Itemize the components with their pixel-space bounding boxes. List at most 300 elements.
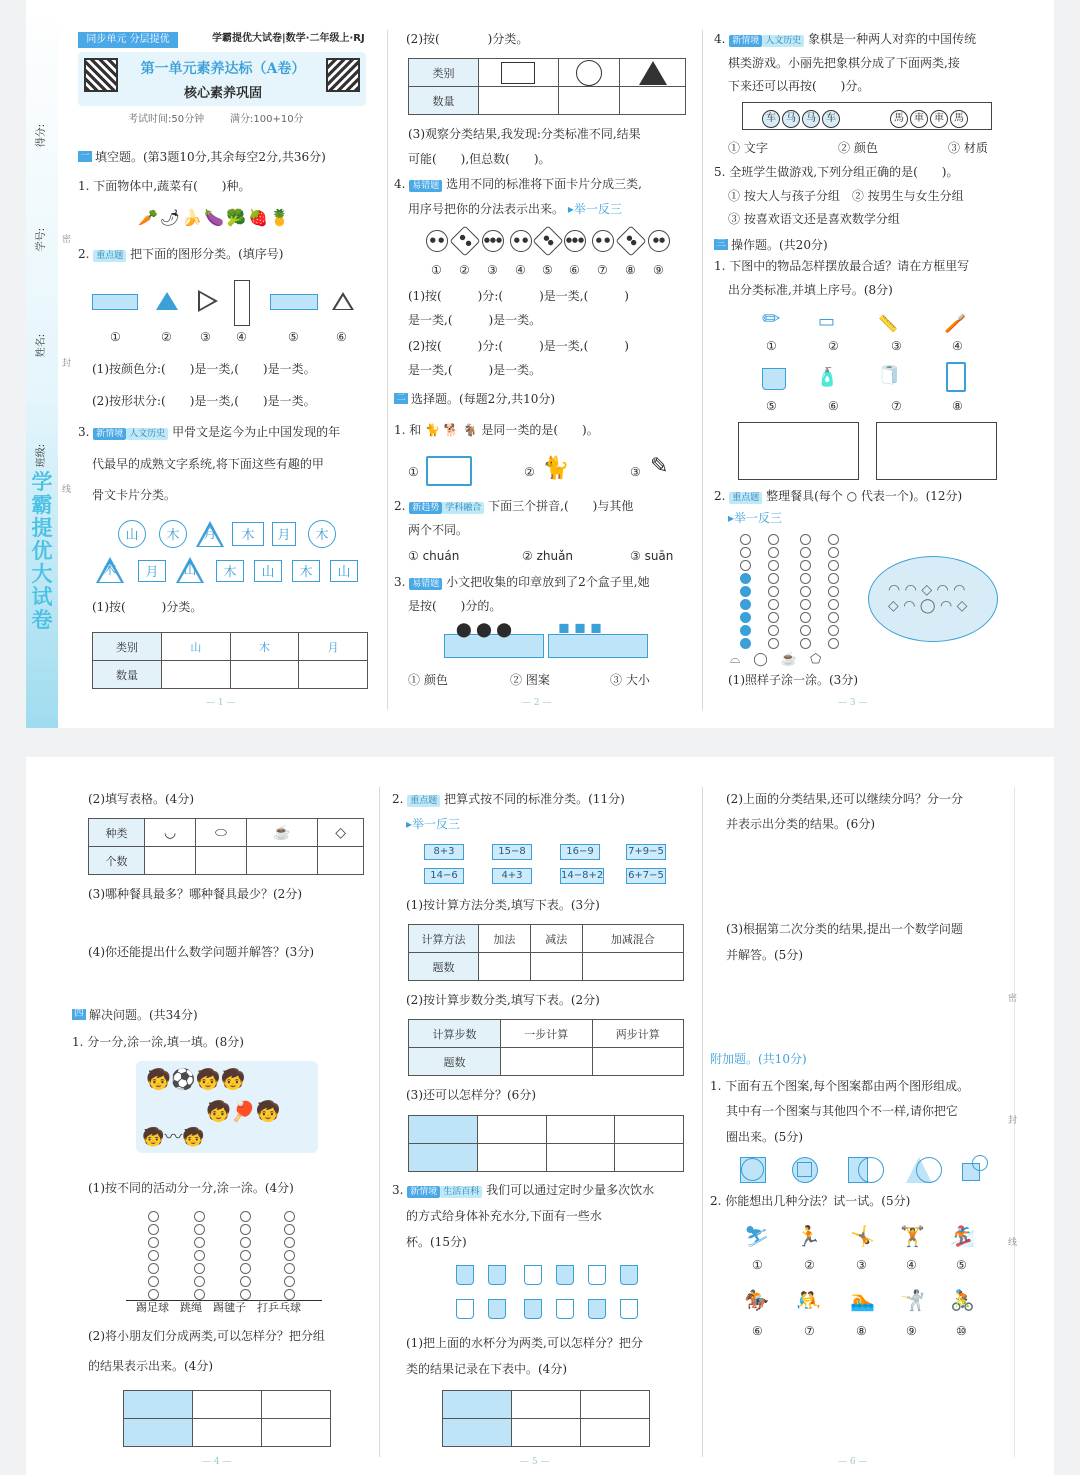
chess-group-black (890, 106, 970, 128)
rectangle-shape (92, 294, 138, 310)
expression-card: 15−8 (492, 844, 532, 860)
extra-1-line-1: 1. 下面有五个图案,每个图案都由两个图形组成。 (710, 1079, 970, 1093)
section-number-icon: 一 (78, 151, 92, 162)
q5-text: 5. 全班学生做游戏,下列分组正确的是( )。 (714, 165, 959, 179)
q2-heading (78, 246, 284, 262)
seal-mark-1: 密 (1008, 994, 1018, 1004)
p2-b: (2)按计算步数分类,填写下表。(2分) (406, 993, 600, 1007)
q3a-line-1: (3)观察分类结果,我发现:分类标准不同,结果 (408, 127, 641, 141)
expression-card: 7+9−5 (626, 844, 666, 860)
mirror-icon (946, 362, 966, 392)
cat-icon: 🐈 (542, 456, 570, 481)
toothpaste-icon: 🧴 (816, 367, 839, 388)
oracle-card-rect (292, 560, 320, 582)
answer-cell[interactable] (592, 1048, 684, 1076)
chess-piece: 車 (930, 110, 948, 128)
col3-q4-heading (714, 31, 976, 47)
item-num: ① (766, 339, 777, 353)
pattern-rect-circle (848, 1157, 884, 1183)
extra-1-line-2: 其中有一个图案与其他四个不一样,请你把它 (726, 1104, 958, 1118)
card-icon: ● ● (592, 230, 614, 252)
oracle-glyph: 山 (183, 563, 197, 578)
column-divider (387, 30, 388, 710)
q3-line-3: 骨文卡片分类。 (92, 488, 177, 502)
dish-cell (318, 819, 364, 847)
answer-cell[interactable] (162, 661, 231, 689)
shape-table (408, 58, 686, 115)
answer-box[interactable] (876, 422, 997, 480)
figure-num: ③ (856, 1258, 867, 1272)
p3-number: 3. (392, 1183, 404, 1197)
choice-2-line-1: 下面三个拼音,( )与其他 (488, 499, 634, 513)
chess-piece: 馬 (950, 110, 968, 128)
oracle-glyph: 木 (315, 528, 329, 543)
card-num: ⑧ (625, 263, 636, 277)
q4-number: 4. (394, 177, 406, 191)
grid-cell[interactable] (581, 1419, 650, 1447)
exam-subtitle: 核心素养巩固 (183, 86, 262, 101)
choice-3-opt-3: ③ 大小 (610, 673, 650, 687)
answer-cell[interactable] (620, 87, 686, 115)
grid-cell[interactable] (193, 1419, 262, 1447)
tally-column (800, 534, 812, 651)
q4-heading (394, 176, 642, 192)
cup-icon (620, 1299, 638, 1319)
children-icons: 🧒⚽🧒🧒 (146, 1067, 246, 1091)
table-header-cell: 两步计算 (592, 1020, 684, 1048)
sport-figure-icon: 🚴 (950, 1288, 975, 1312)
page-number: — 4 — (202, 1457, 232, 1467)
chess-piece: 马 (782, 110, 800, 128)
choice-2-tag-trend: 新趋势 (409, 502, 442, 514)
oracle-glyph: 木 (299, 565, 313, 580)
tableware-items: ◠ ◠ ◇ ◠ ◠ ◇ ◠ ◯ ◠ ◇ (888, 582, 968, 614)
table-header-cell: 山 (162, 633, 231, 661)
q4-line-2: 用序号把你的分法表示出来。 (408, 202, 565, 216)
section-number-icon: 四 (72, 1009, 86, 1020)
q4-opt-1: ① 文字 (728, 141, 768, 155)
children-icons: 🧒〰🧒 (142, 1127, 205, 1148)
problem-1-b-2: 的结果表示出来。(4分) (88, 1359, 213, 1373)
item-num: ⑧ (952, 399, 963, 413)
q4-line-1: 选用不同的标准将下面卡片分成三类, (446, 177, 642, 191)
series-title: 学霸提优大试卷|数学·二年级上·RJ (212, 33, 365, 44)
cup-cell (246, 819, 318, 847)
item-num: ⑤ (766, 399, 777, 413)
figure-num: ④ (906, 1258, 917, 1272)
chess-piece: 馬 (890, 110, 908, 128)
cup-icon (556, 1265, 574, 1285)
figure-num: ⑨ (906, 1324, 917, 1338)
toothbrush-icon: 🪥 (944, 313, 967, 334)
section-number-icon: 三 (714, 239, 728, 250)
qr-code-icon (84, 58, 118, 92)
extra-heading: 附加题。(共10分) (710, 1052, 807, 1066)
grid-cell[interactable] (615, 1116, 684, 1144)
c3-q3-line-1: (3)根据第二次分类的结果,提出一个数学问题 (726, 922, 963, 936)
q2-number: 2. (78, 247, 90, 261)
answer-cell[interactable] (582, 953, 683, 981)
expression-card: 8+3 (424, 844, 464, 860)
seal-mark-2: 封 (62, 359, 72, 369)
cup-icon (524, 1299, 542, 1319)
table-header-cell: 计算方法 (409, 925, 479, 953)
p3-tag-new: 新情境 (407, 1186, 440, 1198)
op1-line-2: 出分类标准,并填上序号。(8分) (728, 283, 893, 297)
pattern-triangle-circle (906, 1157, 942, 1183)
p3-a-2: 类的结果记录在下表中。(4分) (406, 1362, 567, 1376)
classify-grid (408, 1115, 684, 1172)
q4-line-2-wrap (408, 201, 622, 217)
qr-code-icon (326, 58, 360, 92)
pencil-case-icon: ▭ (818, 311, 836, 332)
q4-answer-a-1: (1)按( )分:( )是一类,( ) (408, 289, 629, 303)
triangle-shape (156, 292, 178, 310)
p3-line-3: 杯。(15分) (406, 1235, 467, 1249)
tally-labels: 踢足球 跳绳 踢毽子 打乒乓球 (136, 1301, 301, 1314)
exam-page-2 (26, 757, 1054, 1475)
expression-card: 6+7−5 (626, 868, 666, 884)
op2-text: 整理餐具(每个 ○ 代表一个)。(12分) (766, 489, 963, 503)
section-4-heading (72, 1004, 198, 1023)
seal-mark-3: 线 (1008, 1238, 1018, 1248)
problem-1-b-1: (2)将小朋友们分成两类,可以怎样分？把分组 (88, 1329, 325, 1343)
seal-mark-1: 密 (62, 235, 72, 245)
grid-cell[interactable] (124, 1391, 193, 1419)
oracle-glyph: 月 (203, 527, 217, 542)
choice-2-heading (394, 498, 633, 514)
stamp-icons-2: ◼ ◼ ◼ (558, 620, 602, 636)
pencil-icon: ✎ (650, 454, 669, 479)
q4-answer-b-2: 是一类,( )是一类。 (408, 363, 542, 377)
item-num: ④ (952, 339, 963, 353)
answer-box[interactable] (738, 422, 859, 480)
table-header-cell: 种类 (89, 819, 145, 847)
column-divider (702, 787, 703, 1457)
page-number: — 3 — (838, 698, 868, 708)
answer-cell[interactable] (299, 661, 368, 689)
q4-opt-3: ③ 材质 (948, 141, 988, 155)
answer-cell[interactable] (479, 87, 559, 115)
related-practice-link[interactable]: ▸举一反三 (406, 817, 461, 831)
card-num: ⑥ (569, 263, 580, 277)
tally-column (148, 1211, 160, 1302)
sport-figure-icon: 🤺 (900, 1288, 925, 1312)
grid-cell[interactable] (409, 1144, 478, 1172)
table-row-label: 数量 (93, 661, 162, 689)
tally-column (284, 1211, 296, 1302)
answer-cell[interactable] (479, 953, 531, 981)
related-practice-link[interactable]: ▸举一反三 (567, 202, 622, 216)
item-num: ③ (891, 339, 902, 353)
oracle-card-circle (308, 520, 336, 548)
grid-cell[interactable] (262, 1391, 331, 1419)
name-label: 姓名: (36, 333, 48, 358)
pattern-square-small-circle (962, 1155, 990, 1183)
answer-cell[interactable] (246, 847, 318, 875)
card-num: ⑨ (653, 263, 664, 277)
q4-tag: 易错题 (409, 180, 442, 192)
oracle-card-rect (138, 560, 166, 582)
cup-icon (588, 1299, 606, 1319)
grid-cell[interactable] (443, 1391, 512, 1419)
oracle-glyph: 月 (277, 528, 291, 543)
table-header-cell: 类别 (93, 633, 162, 661)
choice-1-opt-3: ③ (630, 465, 641, 479)
section-number-icon: 二 (394, 393, 408, 404)
oracle-card-square (272, 522, 296, 546)
q5-opt-b: ③ 按喜欢语文还是喜欢数学分组 (728, 212, 900, 226)
children-activity-illustration (136, 1061, 318, 1153)
tally-column (768, 534, 780, 651)
grid-cell[interactable] (615, 1144, 684, 1172)
op2-answer-a: (1)照样子涂一涂。(3分) (728, 673, 858, 687)
pattern-circle-square (792, 1157, 818, 1183)
item-num: ⑥ (828, 399, 839, 413)
card-icon: ● ● (426, 230, 448, 252)
table-header-cell: 计算步数 (409, 1020, 501, 1048)
table-row-label: 题数 (409, 1048, 501, 1076)
triangle-shape-cell (620, 59, 686, 87)
p2-tag: 重点题 (407, 795, 440, 807)
tall-rectangle-shape (234, 280, 250, 326)
oracle-glyph: 山 (125, 528, 139, 543)
rectangle-shape (270, 294, 318, 310)
oracle-glyph: 木 (241, 528, 255, 543)
towel-icon: 🧻 (878, 365, 901, 386)
expression-card: 4+3 (492, 868, 532, 884)
grid-cell[interactable] (443, 1419, 512, 1447)
method-table (408, 924, 684, 981)
page-number: — 6 — (838, 1457, 868, 1467)
q2b-text: (2)按( )分类。 (406, 32, 529, 46)
answer-cell[interactable] (530, 953, 582, 981)
choice-3-line-2: 是按( )分的。 (408, 599, 502, 613)
grid-cell[interactable] (546, 1116, 615, 1144)
bowl-icon: ◡ (164, 824, 177, 841)
q3-number: 3. (78, 425, 90, 439)
oracle-card-rect (216, 560, 244, 582)
op2-tag: 重点题 (729, 492, 762, 504)
oracle-table (92, 632, 368, 689)
sport-figure-icon: 🏊 (850, 1288, 875, 1312)
grid-cell[interactable] (512, 1419, 581, 1447)
oracle-card-triangle (196, 520, 224, 548)
choice-3-opt-2: ② 图案 (510, 673, 550, 687)
related-practice-link[interactable]: ▸举一反三 (728, 511, 783, 525)
band-title: 学霸提优大试卷 (31, 469, 53, 632)
shape-label-1: ① (110, 330, 121, 344)
answer-grid (123, 1390, 331, 1447)
card-num: ② (459, 263, 470, 277)
oracle-glyph: 木 (223, 565, 237, 580)
triangle-inner (200, 293, 214, 309)
q4-line-1: 象棋是一种两人对弈的中国传统 (808, 32, 977, 46)
extra-1-line-3: 圈出来。(5分) (726, 1130, 803, 1144)
grid-cell[interactable] (262, 1419, 331, 1447)
figure-num: ⑧ (856, 1324, 867, 1338)
c3-q2-line-1: (2)上面的分类结果,还可以继续分吗？分一分 (726, 792, 963, 806)
sport-figure-icon: ⛷ (744, 1224, 770, 1248)
sport-figure-icon: 🏃 (796, 1224, 821, 1248)
q2-answer-b: (2)按形状分:( )是一类,( )是一类。 (92, 394, 316, 408)
q3-answer-a: (1)按( )分类。 (92, 600, 203, 614)
oracle-glyph: 月 (145, 565, 159, 580)
section-3-title: 操作题。(共20分) (731, 238, 828, 252)
exam-time: 考试时间:50分钟 (128, 114, 205, 125)
choice-3-heading (394, 574, 650, 590)
cup-icon (524, 1265, 542, 1285)
card-num: ⑦ (597, 263, 608, 277)
class-label: 班级: (36, 443, 48, 468)
oracle-card-circle (159, 520, 187, 548)
grid-cell[interactable] (124, 1419, 193, 1447)
p-q4: (4)你还能提出什么数学问题并解答？(3分) (88, 945, 314, 959)
q3a-line-2: 可能( ),但总数( )。 (408, 152, 551, 166)
table-header-cell: 加减混合 (582, 925, 683, 953)
tally-column (240, 1211, 252, 1302)
column-divider (702, 30, 703, 710)
answer-cell[interactable] (145, 847, 196, 875)
p2-text: 把算式按不同的标准分类。(11分) (444, 792, 625, 806)
cup-icon (488, 1299, 506, 1319)
grid-cell[interactable] (546, 1144, 615, 1172)
circle-shape (576, 60, 602, 86)
card-icon: ●● (615, 225, 646, 256)
card-num: ④ (515, 263, 526, 277)
answer-cell[interactable] (230, 661, 299, 689)
q4-number: 4. (714, 32, 726, 46)
q3-line-2: 代最早的成熟文字系统,将下面这些有趣的甲 (92, 457, 324, 471)
tally-column (740, 534, 752, 651)
table-header-cell: 加法 (479, 925, 531, 953)
sport-figure-icon: 🤼 (796, 1288, 821, 1312)
choice-2-number: 2. (394, 499, 406, 513)
card-icon: ● ● (449, 225, 480, 256)
card-icon: ●●● (482, 230, 504, 252)
figure-num: ⑥ (752, 1324, 763, 1338)
table-header-cell: 一步计算 (501, 1020, 593, 1048)
p3-tag-life: 生活百科 (440, 1186, 482, 1198)
cup-icon (620, 1265, 638, 1285)
expression-card: 14−8+2 (560, 868, 604, 884)
vegetable-icons: 🥕🌶🍌🍆🥦🍓🍍 (138, 208, 292, 227)
q3-line-1: 甲骨文是迄今为止中国发现的年 (172, 425, 341, 439)
cup-icon (488, 1265, 506, 1285)
pattern-inner (741, 1158, 764, 1181)
grid-cell[interactable] (581, 1391, 650, 1419)
seal-mark-3: 线 (62, 485, 72, 495)
expression-card: 16−9 (560, 844, 600, 860)
section-4-title: 解决问题。(共34分) (89, 1008, 198, 1022)
p3-a-1: (1)把上面的水杯分为两类,可以怎样分？把分 (406, 1336, 643, 1350)
triangle-shape (639, 61, 667, 85)
figure-num: ⑩ (956, 1324, 967, 1338)
table-header-cell: 类别 (409, 59, 479, 87)
answer-cell[interactable] (318, 847, 364, 875)
dish-icon: ◇ (335, 824, 346, 841)
sport-figure-icon: 🏇 (744, 1288, 769, 1312)
grid-cell[interactable] (193, 1391, 262, 1419)
p-q3: (3)哪种餐具最多？哪种餐具最少？(2分) (88, 887, 302, 901)
q4-tag-new: 新情境 (729, 35, 762, 47)
tableware-table-grid (88, 818, 364, 875)
bowl-cell (145, 819, 196, 847)
oracle-card-rect (232, 522, 264, 546)
grid-cell[interactable] (409, 1116, 478, 1144)
chess-group-red (762, 106, 842, 128)
plate-icon: ⬭ (215, 824, 227, 841)
card-icon: ●● (532, 225, 563, 256)
q4-line-2: 棋类游戏。小丽先把象棋分成了下面两类,接 (728, 56, 960, 70)
section-2-heading (394, 388, 555, 407)
item-num: ⑦ (891, 399, 902, 413)
q4-answer-a-2: 是一类,( )是一类。 (408, 313, 542, 327)
title-banner (78, 52, 366, 106)
square-shape-cell (479, 59, 559, 87)
shape-label-3: ③ (200, 330, 211, 344)
figure-num: ⑤ (956, 1258, 967, 1272)
q4-answer-b-1: (2)按( )分:( )是一类,( ) (408, 339, 629, 353)
q3-tag-culture: 人文历史 (126, 428, 168, 440)
choice-3-line-1: 小文把收集的印章放到了2个盒子里,她 (446, 575, 650, 589)
grid-cell[interactable] (477, 1116, 546, 1144)
choice-3-number: 3. (394, 575, 406, 589)
op1-line-1: 1. 下图中的物品怎样摆放最合适？请在方框里写 (714, 259, 970, 273)
score-label: 得分: (36, 123, 48, 148)
page-number: — 5 — (520, 1457, 550, 1467)
grid-cell[interactable] (512, 1391, 581, 1419)
choice-2-line-2: 两个不同。 (408, 523, 469, 537)
p2-number: 2. (392, 792, 404, 806)
item-num: ② (828, 339, 839, 353)
c3-q2-line-2: 并表示出分类的结果。(6分) (726, 817, 875, 831)
q3-heading (78, 424, 340, 440)
answer-cell[interactable] (501, 1048, 593, 1076)
choice-1-opt-1: ① (408, 465, 419, 479)
pattern-square-circle (740, 1157, 766, 1183)
shape-label-5: ⑤ (288, 330, 299, 344)
cup-icon: ☕ (273, 824, 291, 841)
oracle-glyph: 山 (261, 565, 275, 580)
q3-tag-new: 新情境 (93, 428, 126, 440)
oracle-glyph: 山 (337, 565, 351, 580)
children-icons: 🧒🏓🧒 (206, 1099, 281, 1123)
figure-num: ② (804, 1258, 815, 1272)
answer-cell[interactable] (196, 847, 246, 875)
oracle-card-circle (118, 520, 146, 548)
c3-q3-line-2: 并解答。(5分) (726, 948, 803, 962)
pencil-icon: ✏ (762, 307, 781, 332)
q2-tag: 重点题 (93, 250, 126, 262)
answer-cell[interactable] (558, 87, 619, 115)
cup-grid (442, 1390, 650, 1447)
table-row-label: 题数 (409, 953, 479, 981)
chess-piece: 车 (762, 110, 780, 128)
sport-figure-icon: 🤸 (850, 1224, 875, 1248)
pattern-circle (972, 1155, 988, 1171)
op2-number: 2. (714, 489, 726, 503)
p-q2: (2)填写表格。(4分) (88, 792, 194, 806)
chess-piece: 車 (910, 110, 928, 128)
pattern-circle (916, 1157, 942, 1183)
card-icon: ● ● (510, 230, 532, 252)
choice-1-text: 1. 和 🐈 🐕 🐐 是同一类的是( )。 (394, 423, 599, 437)
cup-icon (456, 1265, 474, 1285)
q2-answer-a: (1)按颜色分:( )是一类,( )是一类。 (92, 362, 316, 376)
grid-cell[interactable] (477, 1144, 546, 1172)
figure-num: ⑦ (804, 1324, 815, 1338)
